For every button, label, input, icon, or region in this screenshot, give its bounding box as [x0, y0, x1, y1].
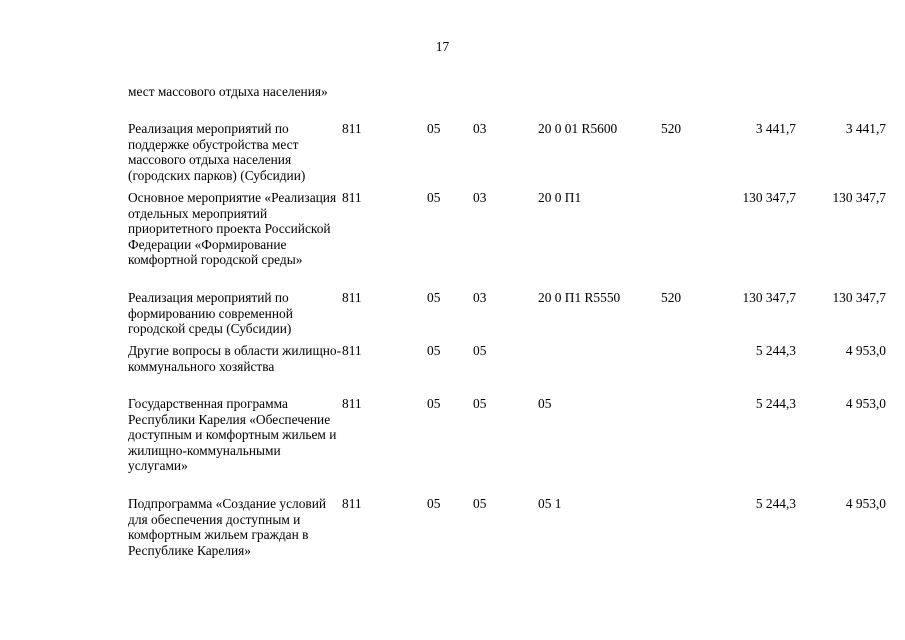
row-podrazdel: 03: [473, 290, 487, 305]
row-sum-2: 130 347,7: [832, 290, 886, 305]
row-razdel: 05: [427, 496, 441, 511]
row-target-article: 05: [538, 396, 552, 411]
row-expense-type: 520: [661, 121, 682, 136]
row-sum-1: 5 244,3: [755, 496, 796, 511]
row-razdel: 05: [427, 121, 441, 136]
row-grbs: 811: [342, 190, 362, 205]
row-sum-2: 4 953,0: [845, 343, 886, 358]
row-target-article: 05 1: [538, 496, 562, 511]
row-name: Реализация мероприятий по формированию современной городской среды (Субсидии): [128, 290, 293, 337]
row-sum-2: 130 347,7: [832, 190, 886, 205]
row-name: Государственная программа Республики Карелия «Обеспечение доступным и комфортным жильем и жилищно-коммунальными услугами»: [128, 396, 337, 474]
row-target-article: 20 0 П1 R5550: [538, 290, 621, 305]
row-podrazdel: 03: [473, 121, 487, 136]
row-podrazdel: 03: [473, 190, 487, 205]
row-grbs: 811: [342, 121, 362, 136]
row-grbs: 811: [342, 290, 362, 305]
row-razdel: 05: [427, 290, 441, 305]
row-sum-1: 130 347,7: [742, 190, 796, 205]
row-name: Основное мероприятие «Реализация отдельных мероприятий приоритетного проекта Российской Федерации «Формирование комфортной городской среды»: [128, 190, 337, 268]
row-podrazdel: 05: [473, 496, 487, 511]
row-sum-1: 5 244,3: [755, 343, 796, 358]
row-razdel: 05: [427, 343, 441, 358]
row-sum-1: 3 441,7: [755, 121, 796, 136]
row-razdel: 05: [427, 396, 441, 411]
row-grbs: 811: [342, 396, 362, 411]
row-sum-2: 4 953,0: [845, 396, 886, 411]
row-razdel: 05: [427, 190, 441, 205]
row-grbs: 811: [342, 496, 362, 511]
row-sum-1: 5 244,3: [755, 396, 796, 411]
row-name: Другие вопросы в области жилищно-коммунального хозяйства: [128, 343, 342, 374]
row-sum-2: 4 953,0: [845, 496, 886, 511]
row-name: Реализация мероприятий по поддержке обустройства мест массового отдыха населения (городских парков) (Субсидии): [128, 121, 306, 183]
row-sum-2: 3 441,7: [845, 121, 886, 136]
row-expense-type: 520: [661, 290, 682, 305]
row-name: Подпрограмма «Создание условий для обеспечения доступным и комфортным жильем граждан в Республике Карелия»: [128, 496, 327, 558]
row-sum-1: 130 347,7: [742, 290, 796, 305]
page-number: 17: [435, 39, 450, 54]
row-target-article: 20 0 01 R5600: [538, 121, 618, 136]
row-podrazdel: 05: [473, 396, 487, 411]
row-target-article: 20 0 П1: [538, 190, 582, 205]
row-grbs: 811: [342, 343, 362, 358]
continued-row-text: мест массового отдыха населения»: [128, 84, 328, 99]
row-podrazdel: 05: [473, 343, 487, 358]
